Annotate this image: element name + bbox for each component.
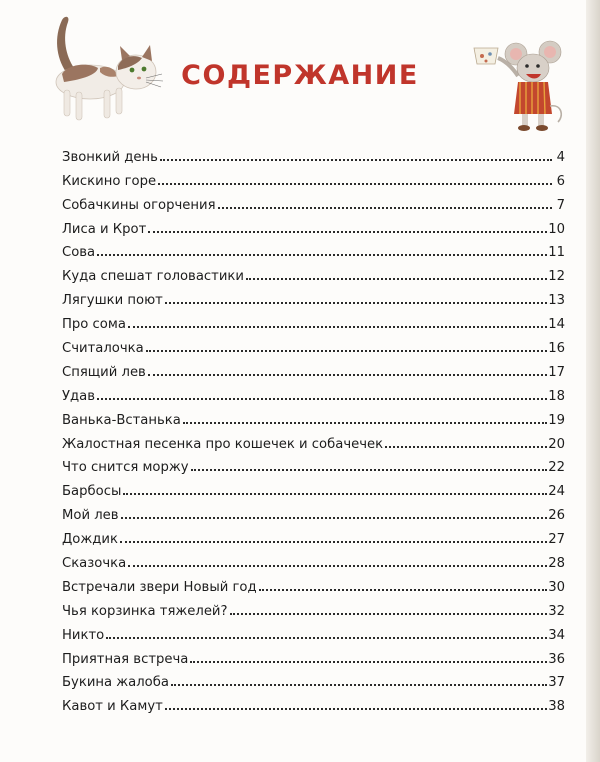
toc-entry-page: 37 (548, 675, 565, 691)
toc-leader-dots (218, 206, 552, 209)
toc-entry-page: 27 (548, 532, 565, 548)
page-title: СОДЕРЖАНИЕ (181, 60, 419, 92)
toc-entry-page: 16 (548, 341, 565, 357)
toc-entry-title: Лягушки поют (62, 293, 163, 309)
toc-entry-title: Жалостная песенка про кошечек и собачечек (62, 436, 384, 452)
table-of-contents (62, 141, 565, 714)
toc-entry-title: Считалочка (62, 341, 144, 357)
toc-entry[interactable] (62, 284, 565, 308)
toc-entry[interactable] (62, 619, 565, 643)
toc-leader-dots (148, 373, 547, 376)
toc-leader-dots (158, 182, 552, 185)
toc-entry-page: 14 (548, 317, 565, 333)
toc-entry[interactable] (62, 165, 565, 189)
toc-entry-page: 20 (548, 436, 565, 452)
toc-entry-page: 18 (548, 388, 565, 404)
toc-entry-title: Никто (62, 627, 105, 643)
toc-entry-title: Дождик (62, 532, 118, 548)
toc-entry-title: Кискино горе (62, 173, 157, 189)
toc-entry[interactable] (62, 213, 565, 237)
toc-entry-title: Барбосы (62, 484, 122, 500)
toc-entry-page: 30 (548, 579, 565, 595)
toc-entry-page: 12 (548, 269, 565, 285)
toc-entry-page: 32 (548, 603, 565, 619)
toc-entry[interactable] (62, 595, 565, 619)
toc-entry-title: Куда спешат головастики (62, 269, 244, 285)
toc-entry-title: Приятная встреча (62, 651, 189, 667)
toc-entry-page: 13 (548, 293, 565, 309)
toc-entry[interactable] (62, 141, 565, 165)
toc-entry[interactable] (62, 356, 565, 380)
toc-entry[interactable] (62, 428, 565, 452)
toc-entry[interactable] (62, 571, 565, 595)
toc-leader-dots (230, 612, 548, 615)
toc-entry-title: Собачкины огорчения (62, 197, 216, 213)
toc-entry-page: 28 (548, 556, 565, 572)
toc-leader-dots (160, 158, 552, 161)
page-edge-shadow (586, 0, 600, 762)
toc-leader-dots (171, 683, 547, 686)
toc-leader-dots (191, 468, 548, 471)
toc-entry-title: Спящий лев (62, 364, 146, 380)
toc-entry[interactable] (62, 452, 565, 476)
toc-entry-page: 36 (548, 651, 565, 667)
toc-entry-title: Что снится моржу (62, 460, 189, 476)
toc-leader-dots (165, 301, 547, 304)
toc-leader-dots (165, 707, 547, 710)
mouse-with-cup-illustration (468, 36, 568, 140)
toc-entry[interactable] (62, 523, 565, 547)
toc-entry[interactable] (62, 667, 565, 691)
toc-leader-dots (146, 349, 548, 352)
toc-leader-dots (246, 277, 547, 280)
toc-entry-title: Сова (62, 245, 96, 261)
toc-entry[interactable] (62, 308, 565, 332)
toc-entry-page: 4 (556, 149, 565, 165)
toc-entry-page: 26 (548, 508, 565, 524)
toc-leader-dots (121, 516, 548, 519)
toc-leader-dots (148, 230, 547, 233)
toc-entry[interactable] (62, 260, 565, 284)
toc-entry-title: Лиса и Крот (62, 221, 147, 237)
toc-entry-title: Ванька-Встанька (62, 412, 181, 428)
toc-entry-page: 22 (548, 460, 565, 476)
toc-entry[interactable] (62, 499, 565, 523)
toc-entry[interactable] (62, 332, 565, 356)
toc-entry-page: 34 (548, 627, 565, 643)
toc-leader-dots (128, 564, 547, 567)
toc-entry-page: 38 (548, 699, 565, 715)
toc-leader-dots (97, 253, 547, 256)
toc-leader-dots (106, 636, 547, 639)
toc-entry-page: 6 (556, 173, 565, 189)
toc-entry-title: Удав (62, 388, 96, 404)
toc-entry-title: Сказочка (62, 556, 127, 572)
toc-entry-page: 24 (548, 484, 565, 500)
toc-leader-dots (128, 325, 547, 328)
toc-leader-dots (190, 660, 547, 663)
toc-entry[interactable] (62, 475, 565, 499)
toc-entry[interactable] (62, 380, 565, 404)
toc-entry-page: 10 (548, 221, 565, 237)
toc-entry-page: 7 (556, 197, 565, 213)
toc-leader-dots (97, 397, 547, 400)
toc-leader-dots (123, 492, 547, 495)
toc-entry-page: 17 (548, 364, 565, 380)
toc-entry-title: Букина жалоба (62, 675, 169, 691)
toc-leader-dots (120, 540, 547, 543)
toc-entry-title: Звонкий день (62, 149, 158, 165)
toc-entry[interactable] (62, 189, 565, 213)
toc-entry-title: Встречали звери Новый год (62, 579, 257, 595)
toc-entry-title: Мой лев (62, 508, 119, 524)
toc-entry[interactable] (62, 404, 565, 428)
toc-entry[interactable] (62, 547, 565, 571)
toc-entry-page: 19 (548, 412, 565, 428)
toc-entry-title: Кавот и Камут (62, 699, 163, 715)
toc-entry-page: 11 (548, 245, 565, 261)
toc-entry[interactable] (62, 643, 565, 667)
toc-leader-dots (183, 421, 547, 424)
toc-entry[interactable] (62, 237, 565, 261)
toc-leader-dots (259, 588, 548, 591)
toc-leader-dots (385, 445, 547, 448)
toc-entry-title: Про сома (62, 317, 126, 333)
toc-entry[interactable] (62, 690, 565, 714)
toc-entry-title: Чья корзинка тяжелей? (62, 603, 228, 619)
